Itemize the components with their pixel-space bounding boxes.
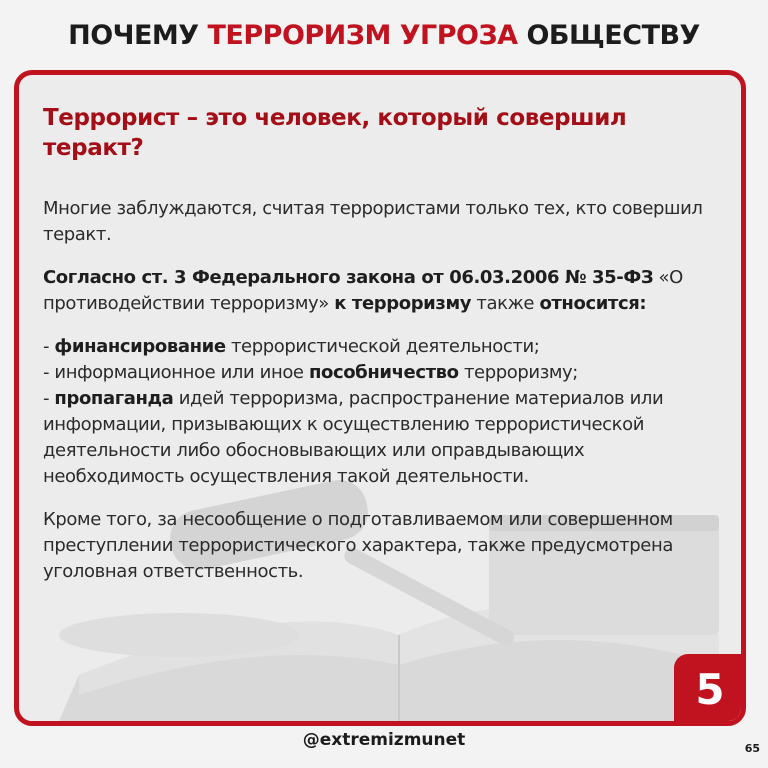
law-text2: также bbox=[471, 293, 540, 314]
list-item bbox=[43, 386, 723, 490]
list-item-prefix: - bbox=[43, 388, 55, 409]
list-item-prefix: - информационное или иное bbox=[43, 362, 309, 383]
law-text1: «О противодействии терроризму» bbox=[43, 267, 683, 314]
list-item-bold: финансирование bbox=[54, 336, 226, 357]
law-bold-citation: Согласно ст. 3 Федерального закона от 06.03.2006 № 35-ФЗ bbox=[43, 267, 654, 288]
list-item-text: идей терроризма, распространение материалов или информации, призывающих к осуществлению террористической деятельности либо обосновывающих или оправдывающих необходимость осуществления такой деятельности. bbox=[43, 388, 664, 487]
header-part1: ПОЧЕМУ bbox=[68, 20, 208, 51]
page-number-badge: 5 bbox=[674, 654, 746, 726]
list-item-prefix: - bbox=[43, 336, 55, 357]
closing-paragraph: Кроме того, за несообщение о подготавливаемом или совершенном преступлении террористического характера, также предусмотрена уголовная ответственность. bbox=[43, 509, 673, 582]
acts-list bbox=[43, 334, 723, 490]
social-handle: @extremizmunet bbox=[302, 730, 466, 750]
intro-paragraph: Многие заблуждаются, считая террористами только тех, кто совершил теракт. bbox=[43, 198, 703, 245]
corner-number: 65 bbox=[744, 742, 760, 755]
content-card bbox=[14, 70, 746, 726]
law-paragraph bbox=[43, 265, 723, 317]
law-bold-terrorism: к терроризму bbox=[334, 293, 472, 314]
list-item-bold: пособничество bbox=[308, 362, 459, 383]
page-header bbox=[0, 0, 768, 72]
card-title: Террорист – это человек, который совершил теракт? bbox=[43, 105, 627, 161]
header-part2: ОБЩЕСТВУ bbox=[517, 20, 700, 51]
card-content bbox=[43, 103, 723, 602]
list-item bbox=[43, 360, 723, 386]
list-item-bold: пропаганда bbox=[54, 388, 174, 409]
list-item-text: террористической деятельности; bbox=[225, 336, 540, 357]
list-item-text: терроризму; bbox=[458, 362, 578, 383]
header-accent: ТЕРРОРИЗМ УГРОЗА bbox=[207, 20, 518, 51]
list-item bbox=[43, 334, 723, 360]
law-bold-relates: относится: bbox=[539, 293, 647, 314]
